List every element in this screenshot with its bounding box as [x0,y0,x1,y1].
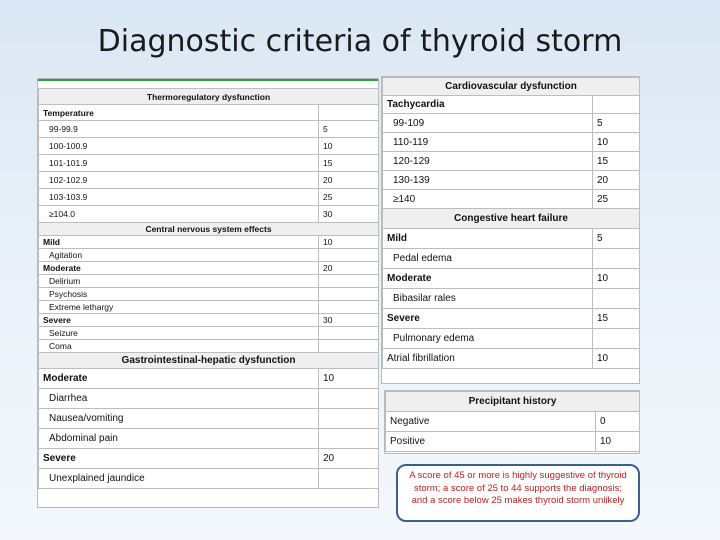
gi-item: Unexplained jaundice [39,469,319,489]
cns-item: Delirium [39,275,319,288]
cardio-row-label: 110-119 [383,133,593,152]
cns-item: Coma [39,340,319,353]
cardio-row-score: 25 [593,190,640,209]
cns-item: Extreme lethargy [39,301,319,314]
green-accent-line [38,79,378,81]
gi-item: Nausea/vomiting [39,409,319,429]
cardio-header: Cardiovascular dysfunction [383,78,640,96]
cns-item: Psychosis [39,288,319,301]
thermo-row-score: 30 [319,206,379,223]
cardio-row-score: 5 [593,114,640,133]
gi-severe-label: Severe [39,449,319,469]
chf-moderate-score: 10 [593,269,640,289]
thermo-group: Temperature [39,105,319,121]
afib-score: 10 [593,349,640,369]
cns-severe-label: Severe [39,314,319,327]
gi-header: Gastrointestinal-hepatic dysfunction [39,353,379,369]
precip-row-score: 10 [596,432,640,452]
chf-mild-label: Mild [383,229,593,249]
gi-severe-score: 20 [319,449,379,469]
cardio-row-score: 20 [593,171,640,190]
cns-severe-score: 30 [319,314,379,327]
cns-moderate-label: Moderate [39,262,319,275]
thermo-row-label: 100-100.9 [39,138,319,155]
cardio-group: Tachycardia [383,96,593,114]
thermo-row-score: 25 [319,189,379,206]
chf-mild-score: 5 [593,229,640,249]
thermo-row-score: 10 [319,138,379,155]
cardio-row-label: ≥140 [383,190,593,209]
chf-item: Pedal edema [383,249,593,269]
gi-item: Abdominal pain [39,429,319,449]
cns-item: Agitation [39,249,319,262]
chf-moderate-label: Moderate [383,269,593,289]
chf-item: Pulmonary edema [383,329,593,349]
thermo-row-label: 103-103.9 [39,189,319,206]
cns-item: Seizure [39,327,319,340]
thermo-row-label: 101-101.9 [39,155,319,172]
chf-severe-label: Severe [383,309,593,329]
precip-header: Precipitant history [386,392,640,412]
cns-mild-label: Mild [39,236,319,249]
precip-row-label: Negative [386,412,596,432]
precip-row-score: 0 [596,412,640,432]
gi-moderate-score: 10 [319,369,379,389]
cardio-row-score: 15 [593,152,640,171]
left-criteria-table [37,78,379,508]
cns-header: Central nervous system effects [39,223,379,236]
thermo-row-label: 99-99.9 [39,121,319,138]
cns-mild-score: 10 [319,236,379,249]
chf-header: Congestive heart failure [383,209,640,229]
thermo-header: Thermoregulatory dysfunction [39,89,379,105]
thermo-row-score: 20 [319,172,379,189]
gi-item: Diarrhea [39,389,319,409]
cardio-row-label: 120-129 [383,152,593,171]
thermo-row-score: 15 [319,155,379,172]
right-criteria-table [381,76,640,384]
gi-moderate-label: Moderate [39,369,319,389]
afib-label: Atrial fibrillation [383,349,593,369]
thermo-row-label: 102-102.9 [39,172,319,189]
thermo-row-score: 5 [319,121,379,138]
cardio-row-label: 99-109 [383,114,593,133]
chf-severe-score: 15 [593,309,640,329]
slide-title: Diagnostic criteria of thyroid storm [97,24,623,59]
precip-row-label: Positive [386,432,596,452]
chf-item: Bibasilar rales [383,289,593,309]
cardio-row-label: 130-139 [383,171,593,190]
interpretation-note: A score of 45 or more is highly suggestive of thyroid storm; a score of 25 to 44 supports the diagnosis; and a score below 25 makes thyroid storm unlikely [396,464,640,522]
thermo-row-label: ≥104.0 [39,206,319,223]
cns-moderate-score: 20 [319,262,379,275]
precipitant-table [384,390,640,454]
cardio-row-score: 10 [593,133,640,152]
